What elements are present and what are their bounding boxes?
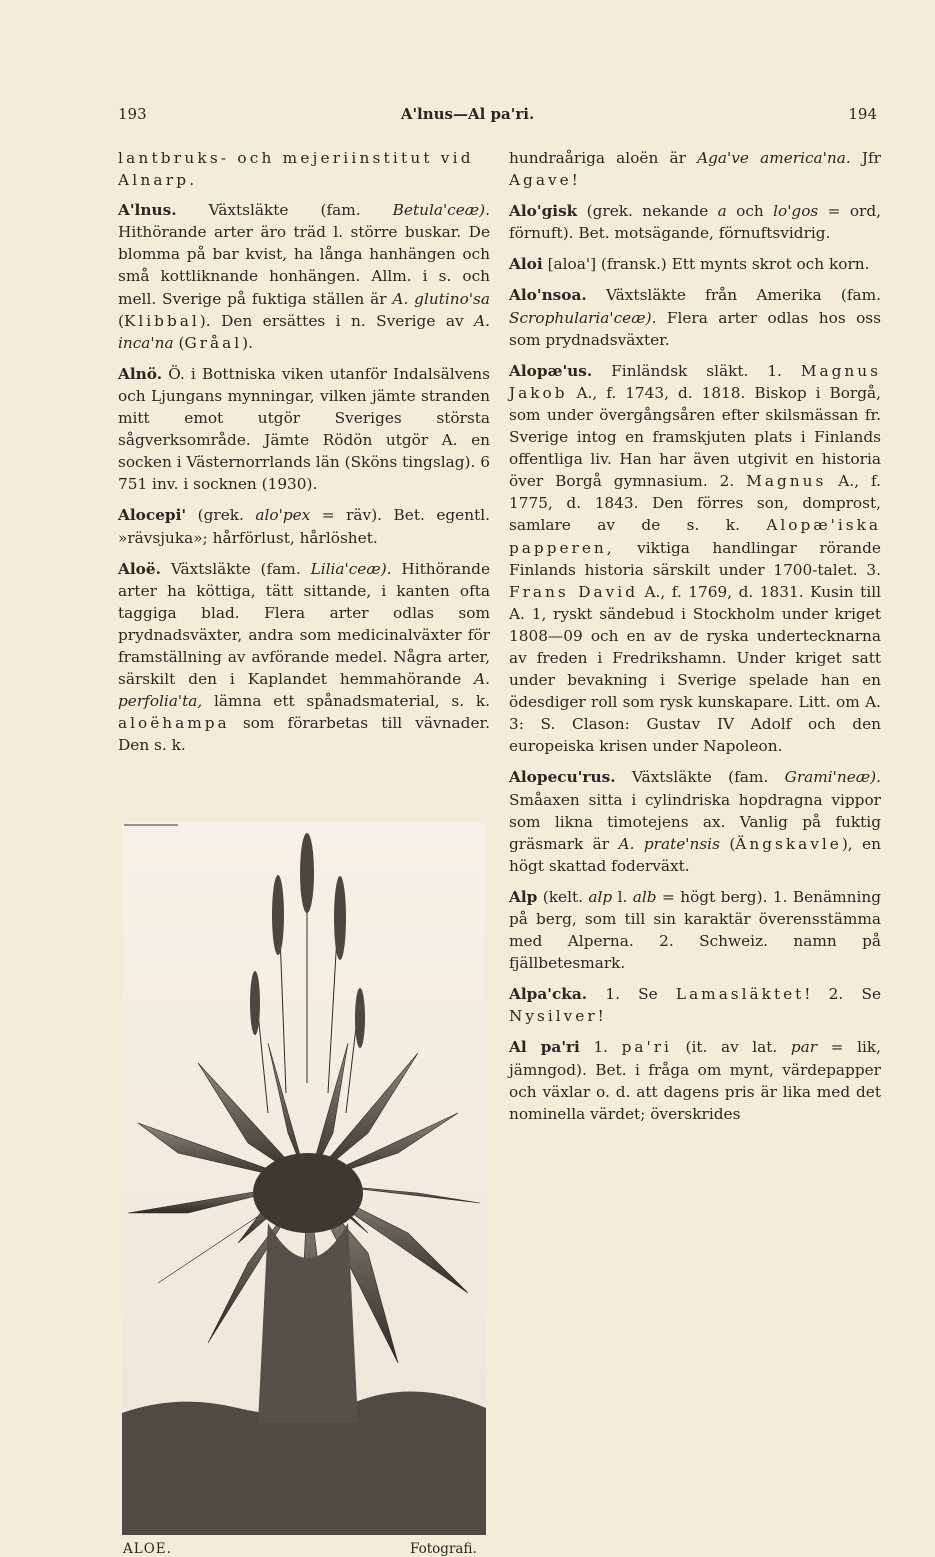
entry-text: viktiga handlingar rörande Finlands historia särskilt under 1700-talet. 3.	[509, 538, 881, 579]
entry-text: = ord, förnuft). Bet. motsägande, förnuftsvidrig.	[509, 202, 881, 243]
entry-text: som förarbetas till vävnader. Den s. k.	[118, 714, 490, 755]
entry-text: A., f. 1769, d. 1831. Kusin till A. 1, ryskt sändebud i Stockholm under kriget 1808—09 och en av de ryska undertecknarna av freden i Fredrikshamn. Under kriget satt under bevakning i Sverige spelade han en ödesdiger roll som rysk kunskapare. Litt. om A. 3: S. Clason: Gustav IV Adolf och den europeiska krisen under Napoleon.	[509, 582, 881, 756]
entry-text: = räv). Bet. egentl. »rävsjuka»; hårförlust, hårlöshet.	[118, 506, 490, 547]
entry-text: A., f. 1743, d. 1818. Biskop i Borgå, som under övergångsåren efter skilsmässan fr. Sverige intog en framskjuten plats i Finlands offentliga liv. Han har även utgivit en historia över Borgå gymnasium. 2.	[509, 383, 881, 491]
entry-italic: Grami'neæ).	[784, 768, 881, 787]
entry-alopaeus	[509, 360, 881, 758]
entry-text: (	[118, 311, 124, 330]
entry-spaced: Nysilver	[509, 1007, 598, 1026]
headword: Aloi	[509, 255, 543, 274]
entry-spaced: aloëhampa	[118, 714, 230, 733]
entry-spaced: pa'ri	[621, 1038, 672, 1057]
entry-text: 1.	[579, 1038, 622, 1057]
entry-alonsoa	[509, 284, 881, 350]
entry-italic: A. perfolia'ta,	[118, 670, 490, 711]
entry-text: [aloa'] (fransk.) Ett mynts skrot och korn.	[542, 255, 870, 274]
entry-text: Hithörande arter ha köttiga, tätt sittande, i kanten ofta taggiga blad. Flera arter odlas som prydnadsväxter, andra som medicinalväxter för framställning av avförande medel. Några arter, särskilt den i Kaplandet hemmahörande	[118, 559, 491, 689]
entry-italic: A. prate'nsis	[618, 834, 720, 853]
entry-continuation	[509, 147, 881, 191]
entry-text: Växtsläkte (fam.	[160, 559, 311, 578]
page-header	[0, 105, 935, 129]
entry-italic: A. glutino'sa	[392, 289, 490, 308]
entry-italic: par	[790, 1038, 818, 1057]
entry-text: Flera arter odlas hos oss som prydnadsväxter.	[509, 308, 881, 349]
headword: Aloë.	[118, 559, 161, 578]
entry-text: ), en högt skattad foderväxt.	[509, 834, 881, 875]
entry-alpacka	[509, 983, 881, 1027]
headword: Al pa'ri	[509, 1038, 580, 1057]
figure-credit: Fotografi.	[410, 1541, 477, 1557]
entry-text: Växtsläkte från Amerika (fam.	[586, 286, 881, 305]
entry-text: ). Den ersättes i n. Sverige av	[199, 311, 475, 330]
headword: Alp	[509, 887, 538, 906]
entry-alopecurus	[509, 766, 881, 876]
entry-alnus	[118, 199, 490, 354]
page-number-left: 193	[118, 105, 147, 123]
entry-text: Växtsläkte (fam.	[615, 768, 785, 787]
entry-spaced: Magnus Jakob	[509, 361, 881, 402]
entry-text: hundraåriga aloën är	[509, 149, 698, 167]
entry-text: l.	[612, 887, 633, 906]
headword: Alocepi'	[118, 506, 187, 525]
entry-text: (grek. nekande	[577, 202, 718, 221]
entry-spaced: Agave	[509, 171, 572, 190]
entry-text: Småaxen sitta i cylindriska hopdragna vippor som likna timotejens ax. Vanlig på fuktig gräsmark är	[509, 790, 881, 853]
entry-italic: Aga've america'na.	[697, 149, 851, 167]
entry-text: ! 2. Se	[804, 985, 882, 1004]
entry-text: och	[726, 202, 774, 221]
entry-italic: a	[717, 202, 727, 221]
headword: Alo'nsoa.	[509, 286, 587, 305]
entry-text: = högt berg). 1. Benämning på berg, som till sin karaktär överensstämma med Alperna. 2. Schweiz. namn på fjällbetesmark.	[509, 887, 881, 973]
entry-alno	[118, 363, 490, 496]
headword: A'lnus.	[118, 201, 177, 220]
entry-text: (kelt.	[537, 887, 589, 906]
entry-italic: alp	[588, 887, 613, 906]
entry-spaced: Gråal	[184, 333, 243, 352]
entry-text: 1. Se	[587, 985, 676, 1004]
entry-text: Finländsk släkt. 1.	[592, 361, 801, 380]
entry-text: (grek.	[186, 506, 256, 525]
entry-text: Hithörande arter äro träd l. större buskar. De blomma på bar kvist, ha långa hanhängen och små kottliknande honhängen. Allm. i s. och mell. Sverige på fuktiga ställen är	[118, 223, 490, 308]
entry-text: A., f. 1775, d. 1843. Den förres son, domprost, samlare av de s. k.	[509, 472, 881, 535]
entry-italic: A. inca'na	[118, 311, 490, 352]
entry-text: (	[719, 834, 736, 853]
entry-italic: alo'pex	[255, 506, 311, 525]
entry-alpari	[509, 1036, 881, 1124]
entry-aloe	[118, 558, 490, 757]
entry-spaced: Lamasläktet	[675, 985, 805, 1004]
entry-alogisk	[509, 200, 881, 244]
entry-aloi	[509, 253, 881, 275]
entry-text: Växtsläkte (fam.	[176, 201, 393, 220]
entry-text: ).	[242, 333, 253, 352]
running-title: A'lnus—Al pa'ri.	[400, 105, 535, 123]
entry-spaced: Magnus	[746, 472, 827, 491]
entry-spaced: Ängskavle	[735, 834, 842, 853]
entry-spaced: Frans David	[509, 582, 638, 601]
headword: Alopæ'us.	[509, 361, 593, 380]
headword: Alo'gisk	[509, 202, 578, 221]
headword: Alpa'cka.	[509, 985, 588, 1004]
entry-text: = lik, jämngod). Bet. i fråga om mynt, värdepapper och växlar o. d. att dagens pris är lika med det nominella värdet; överskrides	[509, 1038, 881, 1123]
entry-italic: lo'gos	[773, 202, 819, 221]
entry-spaced: Klibbal	[123, 311, 200, 330]
entry-italic: Scrophularia'ceæ).	[509, 308, 657, 327]
entry-text: !	[597, 1007, 604, 1026]
entry-text: Jfr	[850, 149, 881, 167]
entry-text: !	[571, 171, 578, 190]
entry-text: (	[173, 333, 185, 352]
headword: Alnö.	[118, 364, 163, 383]
entry-continuation: lantbruks- och mejeriinstitut vid Alnarp.	[118, 149, 474, 190]
right-column	[509, 147, 881, 1134]
entry-text: Ö. i Bottniska viken utanför Indalsälvens och Ljungans mynningar, vilken jämte stranden mitt emot utgör Sveriges största sågverksområde. Jämte Rödön utgör A. en socken i Västernorrlands län (Sköns tingslag). 6 751 inv. i socknen (1930).	[118, 364, 490, 494]
left-column	[118, 147, 490, 765]
entry-spaced: Alopæ'iska papperen,	[509, 516, 881, 557]
headword: Alopecu'rus.	[509, 768, 616, 787]
figure-caption: ALOE.	[123, 1541, 172, 1557]
entry-italic: alb	[632, 887, 657, 906]
entry-italic: Betula'ceæ).	[392, 201, 490, 220]
entry-text: (it. av lat.	[671, 1038, 791, 1057]
aloe-plant-image	[118, 823, 490, 1535]
entry-alp	[509, 886, 881, 974]
entry-text: lämna ett spånadsmaterial, s. k.	[202, 692, 490, 711]
page-number-right: 194	[848, 105, 877, 123]
aloe-photograph	[118, 823, 490, 1535]
entry-alocepi	[118, 504, 490, 548]
entry-italic: Lilia'ceæ).	[310, 559, 392, 578]
